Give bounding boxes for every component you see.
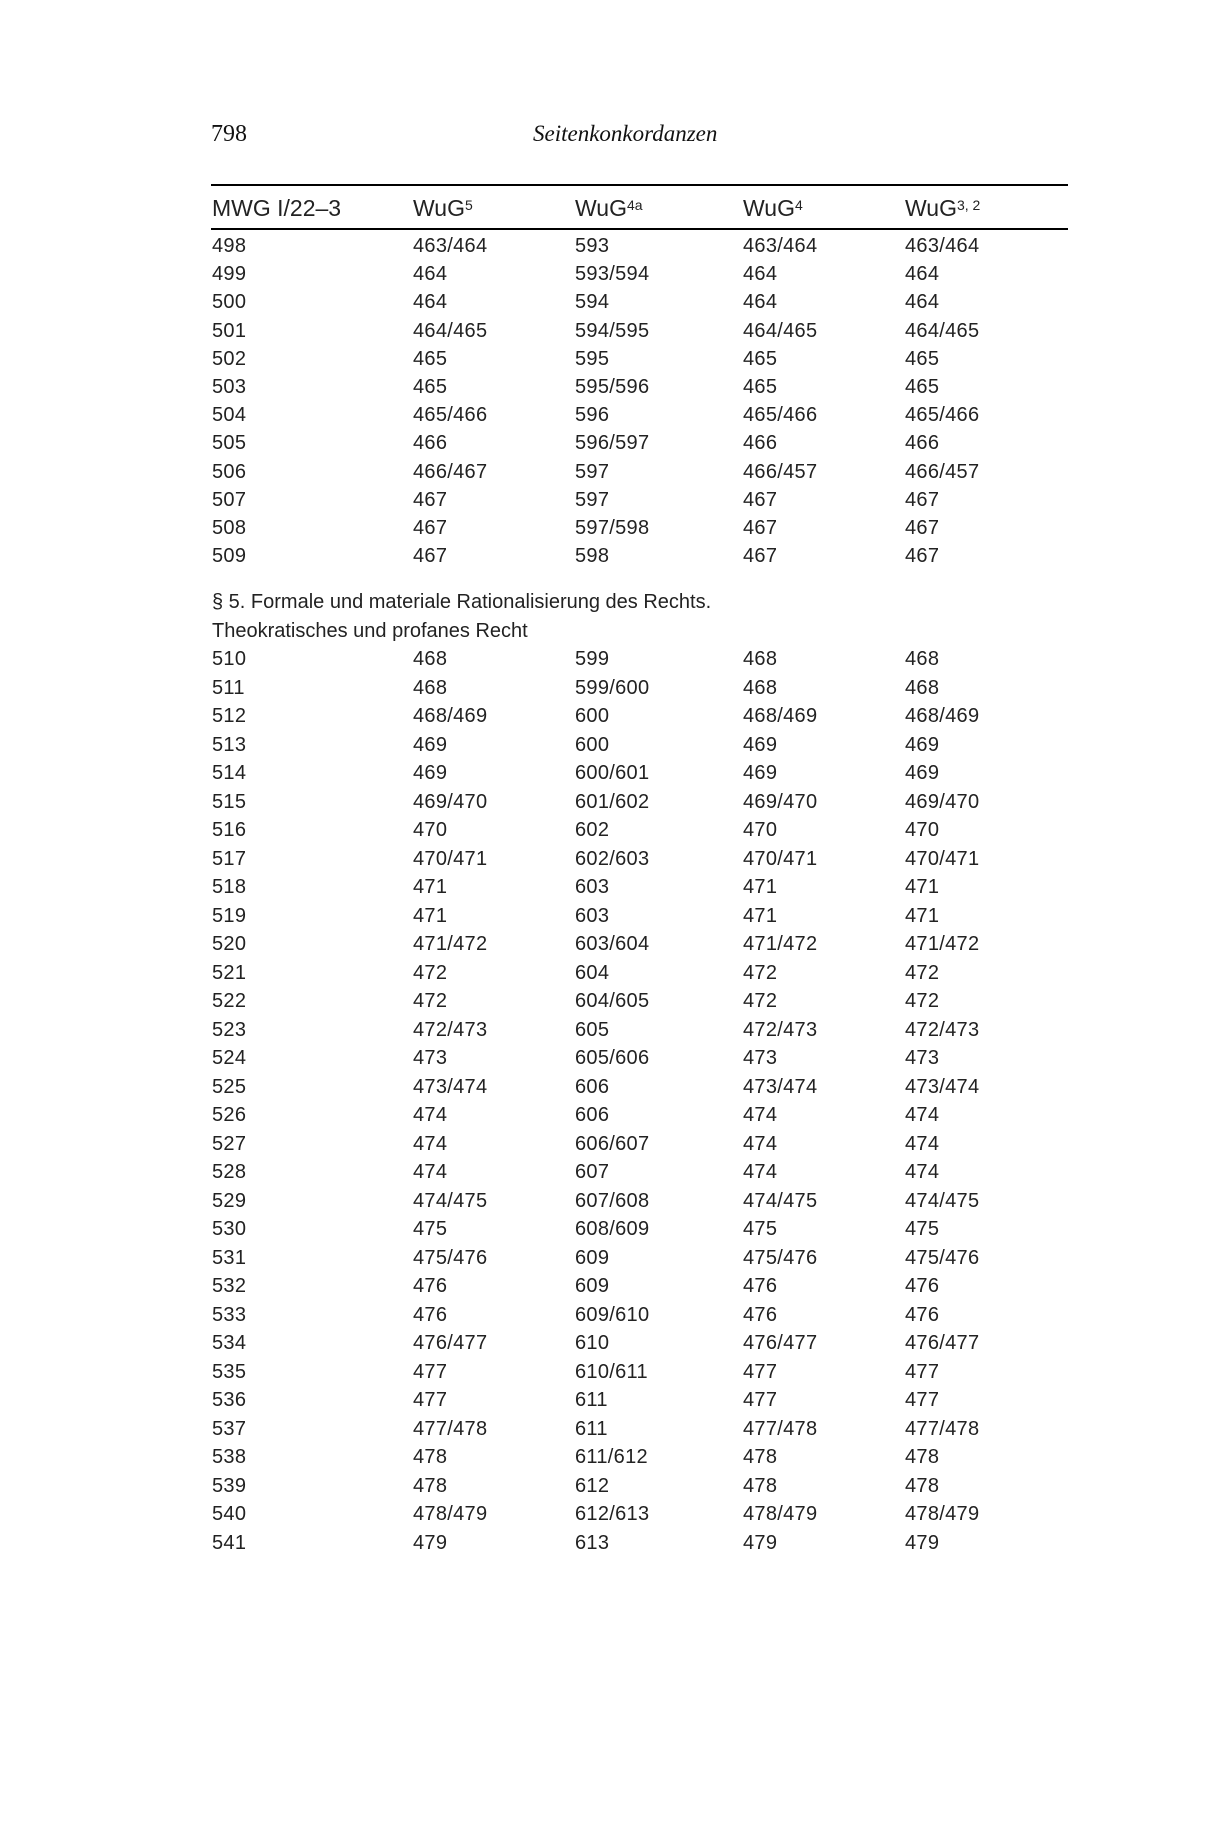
table-cell: 527 <box>212 1132 247 1155</box>
table-cell: 602 <box>575 819 610 841</box>
table-cell: 607 <box>575 1161 610 1183</box>
table-cell: 464/465 <box>413 319 488 342</box>
table-cell: 469 <box>905 733 940 756</box>
table-cell: 477 <box>905 1360 940 1383</box>
column-header-label: MWG I/22–3 <box>212 195 342 221</box>
table-cell: 478 <box>905 1446 940 1468</box>
table-cell: 473/474 <box>905 1075 980 1098</box>
table-row <box>0 731 1221 760</box>
table-cell: 537 <box>212 1417 247 1440</box>
table-cell: 512 <box>212 705 247 727</box>
column-header-label: WuG <box>413 195 465 221</box>
table-cell: 476/477 <box>743 1332 818 1354</box>
table-cell: 468 <box>905 648 940 670</box>
table-row <box>0 902 1221 931</box>
table-cell: 606 <box>575 1075 610 1098</box>
column-header-label: WuG <box>743 195 795 221</box>
table-cell: 475/476 <box>743 1246 818 1269</box>
table-cell: 474 <box>743 1104 778 1126</box>
table-cell: 476 <box>413 1275 448 1297</box>
table-cell: 609/610 <box>575 1303 650 1326</box>
table-cell: 467 <box>413 545 448 568</box>
table-cell: 470 <box>743 819 778 841</box>
table-cell: 604 <box>575 961 610 984</box>
table-cell: 467 <box>905 488 940 511</box>
table-row <box>0 401 1221 429</box>
table-cell: 603/604 <box>575 933 650 955</box>
table-cell: 473 <box>905 1047 940 1069</box>
table-row <box>0 873 1221 902</box>
table-cell: 467 <box>743 545 778 568</box>
table-cell: 471 <box>743 876 778 898</box>
table-row <box>0 1158 1221 1187</box>
table-row <box>0 930 1221 959</box>
table-cell: 504 <box>212 404 247 427</box>
table-row <box>0 845 1221 874</box>
table-cell: 509 <box>212 545 247 568</box>
table-row <box>0 645 1221 674</box>
table-row <box>0 1272 1221 1301</box>
table-cell: 604/605 <box>575 990 650 1012</box>
table-cell: 471 <box>905 904 940 927</box>
table-cell: 536 <box>212 1389 247 1411</box>
table-row <box>0 816 1221 845</box>
table-cell: 466 <box>743 432 778 455</box>
table-cell: 499 <box>212 263 247 286</box>
table-row <box>0 674 1221 703</box>
table-row <box>0 1386 1221 1415</box>
table-cell: 474 <box>905 1132 940 1155</box>
table-row <box>0 1130 1221 1159</box>
table-cell: 470/471 <box>905 847 980 870</box>
table-cell: 468/469 <box>413 705 488 727</box>
table-cell: 477 <box>905 1389 940 1411</box>
table-cell: 516 <box>212 819 247 841</box>
table-cell: 469/470 <box>413 790 488 813</box>
table-cell: 474 <box>413 1104 448 1126</box>
table-row <box>0 288 1221 316</box>
table-row <box>0 260 1221 288</box>
column-header-label: WuG <box>575 195 627 221</box>
table-cell: 474 <box>743 1161 778 1183</box>
table-cell: 466 <box>905 432 940 455</box>
table-row <box>0 1358 1221 1387</box>
table-cell: 463/464 <box>413 235 488 257</box>
table-cell: 472 <box>905 961 940 984</box>
table-cell: 466 <box>413 432 448 455</box>
table-cell: 465 <box>413 347 448 370</box>
table-cell: 472/473 <box>905 1018 980 1041</box>
table-cell: 610 <box>575 1332 610 1354</box>
table-cell: 611 <box>575 1389 608 1411</box>
table-cell: 522 <box>212 990 247 1012</box>
table-cell: 476/477 <box>413 1332 488 1354</box>
running-title: Seitenkonkordanzen <box>533 121 718 146</box>
table-row <box>0 486 1221 514</box>
table-cell: 471 <box>743 904 778 927</box>
table-cell: 468 <box>413 648 448 670</box>
table-row <box>0 1101 1221 1130</box>
table-cell: 597 <box>575 488 610 511</box>
table-cell: 478 <box>743 1446 778 1468</box>
table-cell: 606 <box>575 1104 610 1126</box>
table-cell: 476 <box>905 1303 940 1326</box>
table-body-part1 <box>0 232 1221 570</box>
table-cell: 605/606 <box>575 1047 650 1069</box>
table-row <box>0 1187 1221 1216</box>
table-cell: 477 <box>743 1389 778 1411</box>
table-row <box>0 1500 1221 1529</box>
column-header-wug3-2 <box>905 194 980 224</box>
table-cell: 469 <box>413 762 448 784</box>
table-row <box>0 1073 1221 1102</box>
table-cell: 468 <box>743 648 778 670</box>
table-cell: 478/479 <box>743 1503 818 1525</box>
table-cell: 473/474 <box>413 1075 488 1098</box>
table-cell: 470/471 <box>413 847 488 870</box>
table-cell: 603 <box>575 904 610 927</box>
table-cell: 472/473 <box>413 1018 488 1041</box>
table-cell: 465 <box>743 347 778 370</box>
table-cell: 506 <box>212 460 247 483</box>
table-cell: 468 <box>413 676 448 699</box>
table-cell: 474 <box>413 1132 448 1155</box>
table-cell: 470/471 <box>743 847 818 870</box>
table-cell: 476 <box>413 1303 448 1326</box>
table-row <box>0 458 1221 486</box>
table-cell: 476 <box>743 1303 778 1326</box>
table-cell: 467 <box>905 516 940 539</box>
table-row <box>0 987 1221 1016</box>
table-cell: 505 <box>212 432 247 455</box>
table-cell: 473/474 <box>743 1075 818 1098</box>
page-number: 798 <box>211 121 247 147</box>
table-cell: 474/475 <box>905 1189 980 1212</box>
table-cell: 478 <box>905 1474 940 1497</box>
table-row <box>0 232 1221 260</box>
table-cell: 474 <box>905 1161 940 1183</box>
table-cell: 469/470 <box>905 790 980 813</box>
table-cell: 478 <box>743 1474 778 1497</box>
table-cell: 467 <box>743 488 778 511</box>
table-cell: 464 <box>905 291 940 314</box>
table-cell: 598 <box>575 545 610 568</box>
section-heading-line2: Theokratisches und profanes Recht <box>212 619 528 642</box>
table-cell: 528 <box>212 1161 247 1183</box>
table-cell: 477/478 <box>413 1417 488 1440</box>
table-cell: 534 <box>212 1332 247 1354</box>
table-cell: 595 <box>575 347 610 370</box>
table-cell: 519 <box>212 904 247 927</box>
table-cell: 472 <box>413 961 448 984</box>
table-cell: 600 <box>575 733 610 756</box>
table-cell: 464 <box>413 291 448 314</box>
table-row <box>0 959 1221 988</box>
table-cell: 507 <box>212 488 247 511</box>
table-cell: 500 <box>212 291 247 314</box>
table-row <box>0 317 1221 345</box>
table-cell: 468/469 <box>905 705 980 727</box>
column-header-mwg <box>212 194 341 224</box>
table-body-part2 <box>0 645 1221 1557</box>
table-cell: 612 <box>575 1474 610 1497</box>
table-cell: 475/476 <box>905 1246 980 1269</box>
table-row <box>0 1044 1221 1073</box>
table-row <box>0 1472 1221 1501</box>
table-cell: 599 <box>575 648 610 670</box>
table-cell: 605 <box>575 1018 610 1041</box>
table-cell: 596/597 <box>575 432 650 455</box>
table-cell: 600/601 <box>575 762 650 784</box>
column-header-superscript: 5 <box>464 197 473 213</box>
table-row <box>0 788 1221 817</box>
table-row <box>0 542 1221 570</box>
table-cell: 600 <box>575 705 610 727</box>
table-cell: 532 <box>212 1275 247 1297</box>
table-cell: 475 <box>413 1218 448 1240</box>
table-cell: 515 <box>212 790 247 813</box>
table-cell: 471/472 <box>743 933 818 955</box>
table-cell: 607/608 <box>575 1189 650 1212</box>
table-cell: 470 <box>413 819 448 841</box>
column-header-label: WuG <box>905 195 957 221</box>
table-cell: 610/611 <box>575 1360 648 1383</box>
table-cell: 465 <box>743 375 778 398</box>
section-heading <box>212 588 711 645</box>
table-cell: 593 <box>575 235 610 257</box>
table-cell: 478 <box>413 1474 448 1497</box>
table-cell: 479 <box>413 1531 448 1554</box>
table-row <box>0 1215 1221 1244</box>
table-cell: 471/472 <box>413 933 488 955</box>
table-cell: 469 <box>743 762 778 784</box>
table-cell: 498 <box>212 235 247 257</box>
table-cell: 476/477 <box>905 1332 980 1354</box>
table-cell: 477 <box>413 1389 448 1411</box>
table-cell: 472/473 <box>743 1018 818 1041</box>
table-cell: 472 <box>413 990 448 1012</box>
table-cell: 611/612 <box>575 1446 648 1468</box>
table-cell: 465/466 <box>905 404 980 427</box>
table-cell: 602/603 <box>575 847 650 870</box>
table-cell: 529 <box>212 1189 247 1212</box>
table-cell: 608/609 <box>575 1218 650 1240</box>
table-cell: 513 <box>212 733 247 756</box>
table-row <box>0 1016 1221 1045</box>
table-cell: 593/594 <box>575 263 650 286</box>
table-cell: 476 <box>743 1275 778 1297</box>
table-cell: 596 <box>575 404 610 427</box>
table-cell: 464/465 <box>905 319 980 342</box>
table-row <box>0 429 1221 457</box>
table-cell: 473 <box>413 1047 448 1069</box>
table-cell: 463/464 <box>905 235 980 257</box>
table-cell: 468/469 <box>743 705 818 727</box>
table-cell: 538 <box>212 1446 247 1468</box>
table-cell: 503 <box>212 375 247 398</box>
table-row <box>0 1443 1221 1472</box>
table-cell: 508 <box>212 516 247 539</box>
table-cell: 466/457 <box>905 460 980 483</box>
table-cell: 475 <box>743 1218 778 1240</box>
table-cell: 524 <box>212 1047 247 1069</box>
table-cell: 467 <box>413 516 448 539</box>
table-row <box>0 1329 1221 1358</box>
table-row <box>0 345 1221 373</box>
table-cell: 463/464 <box>743 235 818 257</box>
table-cell: 521 <box>212 961 247 984</box>
table-cell: 594 <box>575 291 610 314</box>
table-cell: 473 <box>743 1047 778 1069</box>
table-cell: 464 <box>743 291 778 314</box>
table-cell: 477/478 <box>743 1417 818 1440</box>
table-cell: 517 <box>212 847 247 870</box>
table-cell: 478 <box>413 1446 448 1468</box>
table-cell: 468 <box>743 676 778 699</box>
table-cell: 479 <box>905 1531 940 1554</box>
section-heading-line1: § 5. Formale und materiale Rationalisierung des Rechts. <box>212 591 712 613</box>
table-cell: 599/600 <box>575 676 650 699</box>
table-row <box>0 1301 1221 1330</box>
table-cell: 477/478 <box>905 1417 980 1440</box>
table-cell: 533 <box>212 1303 247 1326</box>
table-cell: 464 <box>413 263 448 286</box>
table-cell: 471 <box>413 876 448 898</box>
table-cell: 472 <box>743 961 778 984</box>
table-cell: 601/602 <box>575 790 650 813</box>
table-cell: 469/470 <box>743 790 818 813</box>
column-header-wug5 <box>413 194 473 224</box>
table-cell: 465/466 <box>743 404 818 427</box>
table-cell: 594/595 <box>575 319 650 342</box>
table-row <box>0 1415 1221 1444</box>
table-cell: 609 <box>575 1246 610 1269</box>
table-cell: 479 <box>743 1531 778 1554</box>
table-cell: 520 <box>212 933 247 955</box>
table-cell: 613 <box>575 1531 610 1554</box>
table-cell: 465/466 <box>413 404 488 427</box>
table-cell: 540 <box>212 1503 247 1525</box>
table-cell: 476 <box>905 1275 940 1297</box>
table-cell: 541 <box>212 1531 247 1554</box>
table-cell: 465 <box>413 375 448 398</box>
table-cell: 464/465 <box>743 319 818 342</box>
table-cell: 525 <box>212 1075 247 1098</box>
table-cell: 535 <box>212 1360 247 1383</box>
table-cell: 469 <box>743 733 778 756</box>
table-cell: 475 <box>905 1218 940 1240</box>
table-cell: 511 <box>212 676 245 699</box>
table-cell: 468 <box>905 676 940 699</box>
table-cell: 531 <box>212 1246 247 1269</box>
table-cell: 474 <box>413 1161 448 1183</box>
table-cell: 477 <box>743 1360 778 1383</box>
table-row <box>0 514 1221 542</box>
column-header-wug4 <box>743 194 803 224</box>
table-cell: 470 <box>905 819 940 841</box>
table-cell: 471 <box>905 876 940 898</box>
table-cell: 609 <box>575 1275 610 1297</box>
table-cell: 475/476 <box>413 1246 488 1269</box>
column-header-superscript: 3, 2 <box>956 197 981 213</box>
table-cell: 467 <box>743 516 778 539</box>
table-cell: 595/596 <box>575 375 650 398</box>
table-cell: 510 <box>212 648 247 670</box>
table-row <box>0 702 1221 731</box>
table-cell: 502 <box>212 347 247 370</box>
table-cell: 466/467 <box>413 460 488 483</box>
table-cell: 518 <box>212 876 247 898</box>
table-cell: 472 <box>905 990 940 1012</box>
table-cell: 606/607 <box>575 1132 650 1155</box>
table-cell: 474 <box>905 1104 940 1126</box>
table-cell: 526 <box>212 1104 247 1126</box>
table-cell: 597/598 <box>575 516 650 539</box>
column-header-wug4a <box>575 194 643 224</box>
table-cell: 612/613 <box>575 1503 650 1525</box>
table-row <box>0 1529 1221 1558</box>
table-header-rule <box>211 228 1068 230</box>
table-row <box>0 373 1221 401</box>
table-cell: 474/475 <box>743 1189 818 1212</box>
table-cell: 467 <box>905 545 940 568</box>
table-cell: 467 <box>413 488 448 511</box>
column-header-superscript: 4a <box>626 197 643 213</box>
table-cell: 477 <box>413 1360 448 1383</box>
table-cell: 478/479 <box>413 1503 488 1525</box>
table-cell: 469 <box>413 733 448 756</box>
table-top-rule <box>211 184 1068 186</box>
table-cell: 514 <box>212 762 247 784</box>
table-cell: 611 <box>575 1417 608 1440</box>
table-cell: 539 <box>212 1474 247 1497</box>
table-cell: 474 <box>743 1132 778 1155</box>
table-cell: 472 <box>743 990 778 1012</box>
table-row <box>0 759 1221 788</box>
table-cell: 464 <box>905 263 940 286</box>
table-row <box>0 1244 1221 1273</box>
table-cell: 603 <box>575 876 610 898</box>
table-cell: 465 <box>905 347 940 370</box>
table-cell: 597 <box>575 460 610 483</box>
table-cell: 471/472 <box>905 933 980 955</box>
column-header-superscript: 4 <box>794 197 803 213</box>
table-cell: 471 <box>413 904 448 927</box>
table-cell: 465 <box>905 375 940 398</box>
table-cell: 464 <box>743 263 778 286</box>
table-cell: 474/475 <box>413 1189 488 1212</box>
table-cell: 523 <box>212 1018 247 1041</box>
table-cell: 501 <box>212 319 247 342</box>
table-cell: 530 <box>212 1218 247 1240</box>
table-cell: 469 <box>905 762 940 784</box>
table-cell: 478/479 <box>905 1503 980 1525</box>
table-cell: 466/457 <box>743 460 818 483</box>
